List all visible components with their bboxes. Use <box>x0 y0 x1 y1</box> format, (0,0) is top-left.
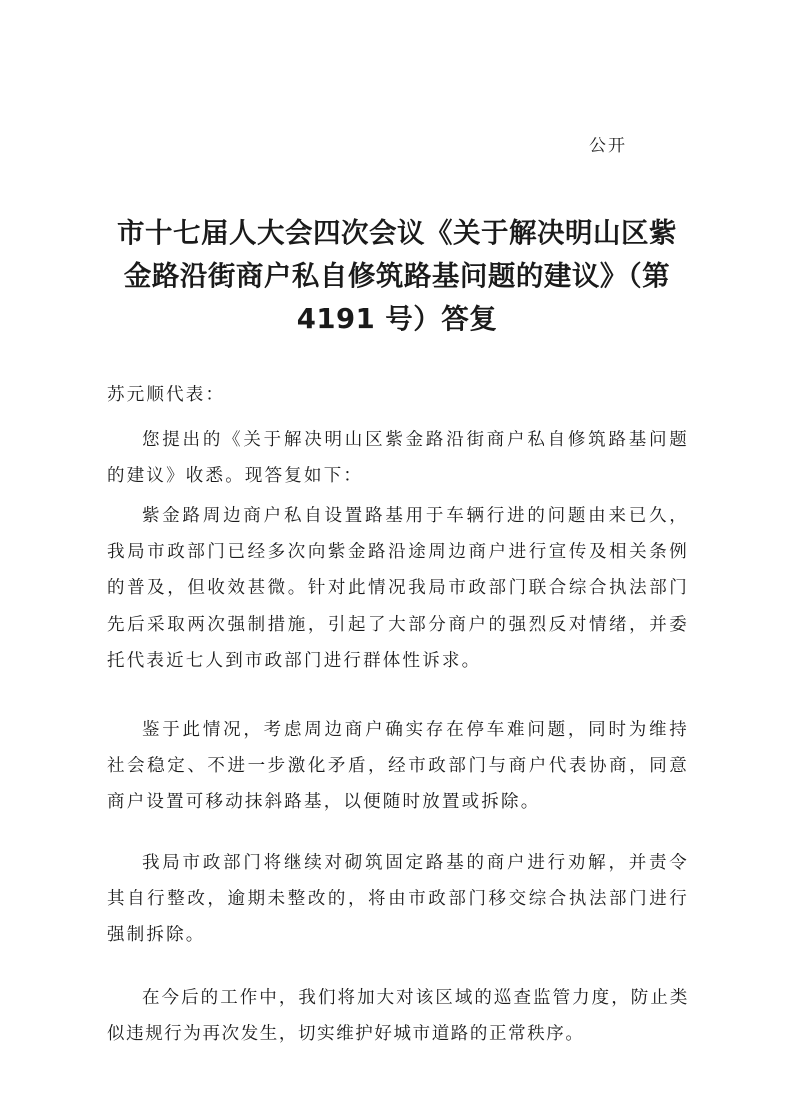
paragraph-compromise: 鉴于此情况，考虑周边商户确实存在停车难问题，同时为维持社会稳定、不进一步激化矛盾，经市政部门与商户代表协商，同意商户设置可移动抹斜路基，以便随时放置或拆除。 <box>107 720 689 813</box>
paragraph-future-work: 在今后的工作中，我们将加大对该区域的巡查监管力度，防止类似违规行为再次发生，切实维护好城市道路的正常秩序。 <box>107 988 689 1045</box>
paragraph-background: 紫金路周边商户私自设置路基用于车辆行进的问题由来已久，我局市政部门已经多次向紫金路沿途周边商户进行宣传及相关条例的普及，但收效甚微。针对此情况我局市政部门联合综合执法部门先后采取两次强制措施，引起了大部分商户的强烈反对情绪，并委托代表近七人到市政部门进行群体性诉求。 <box>107 506 689 671</box>
title-line-1: 市十七届人大会四次会议《关于解决明山区紫 <box>117 217 677 249</box>
disclosure-label: 公开 <box>589 136 627 156</box>
paragraph-acknowledgement: 您提出的《关于解决明山区紫金路沿街商户私自修筑路基问题的建议》收悉。现答复如下： <box>107 430 689 487</box>
paragraph-enforcement: 我局市政部门将继续对砌筑固定路基的商户进行劝解，并责令其自行整改，逾期未整改的，将由市政部门移交综合执法部门进行强制拆除。 <box>107 853 689 946</box>
salutation: 苏元顺代表： <box>107 385 226 405</box>
title-line-3: 4191 号）答复 <box>296 303 498 335</box>
title-line-2: 金路沿街商户私自修筑路基问题的建议》（第 <box>123 260 671 292</box>
document-title <box>100 212 694 341</box>
